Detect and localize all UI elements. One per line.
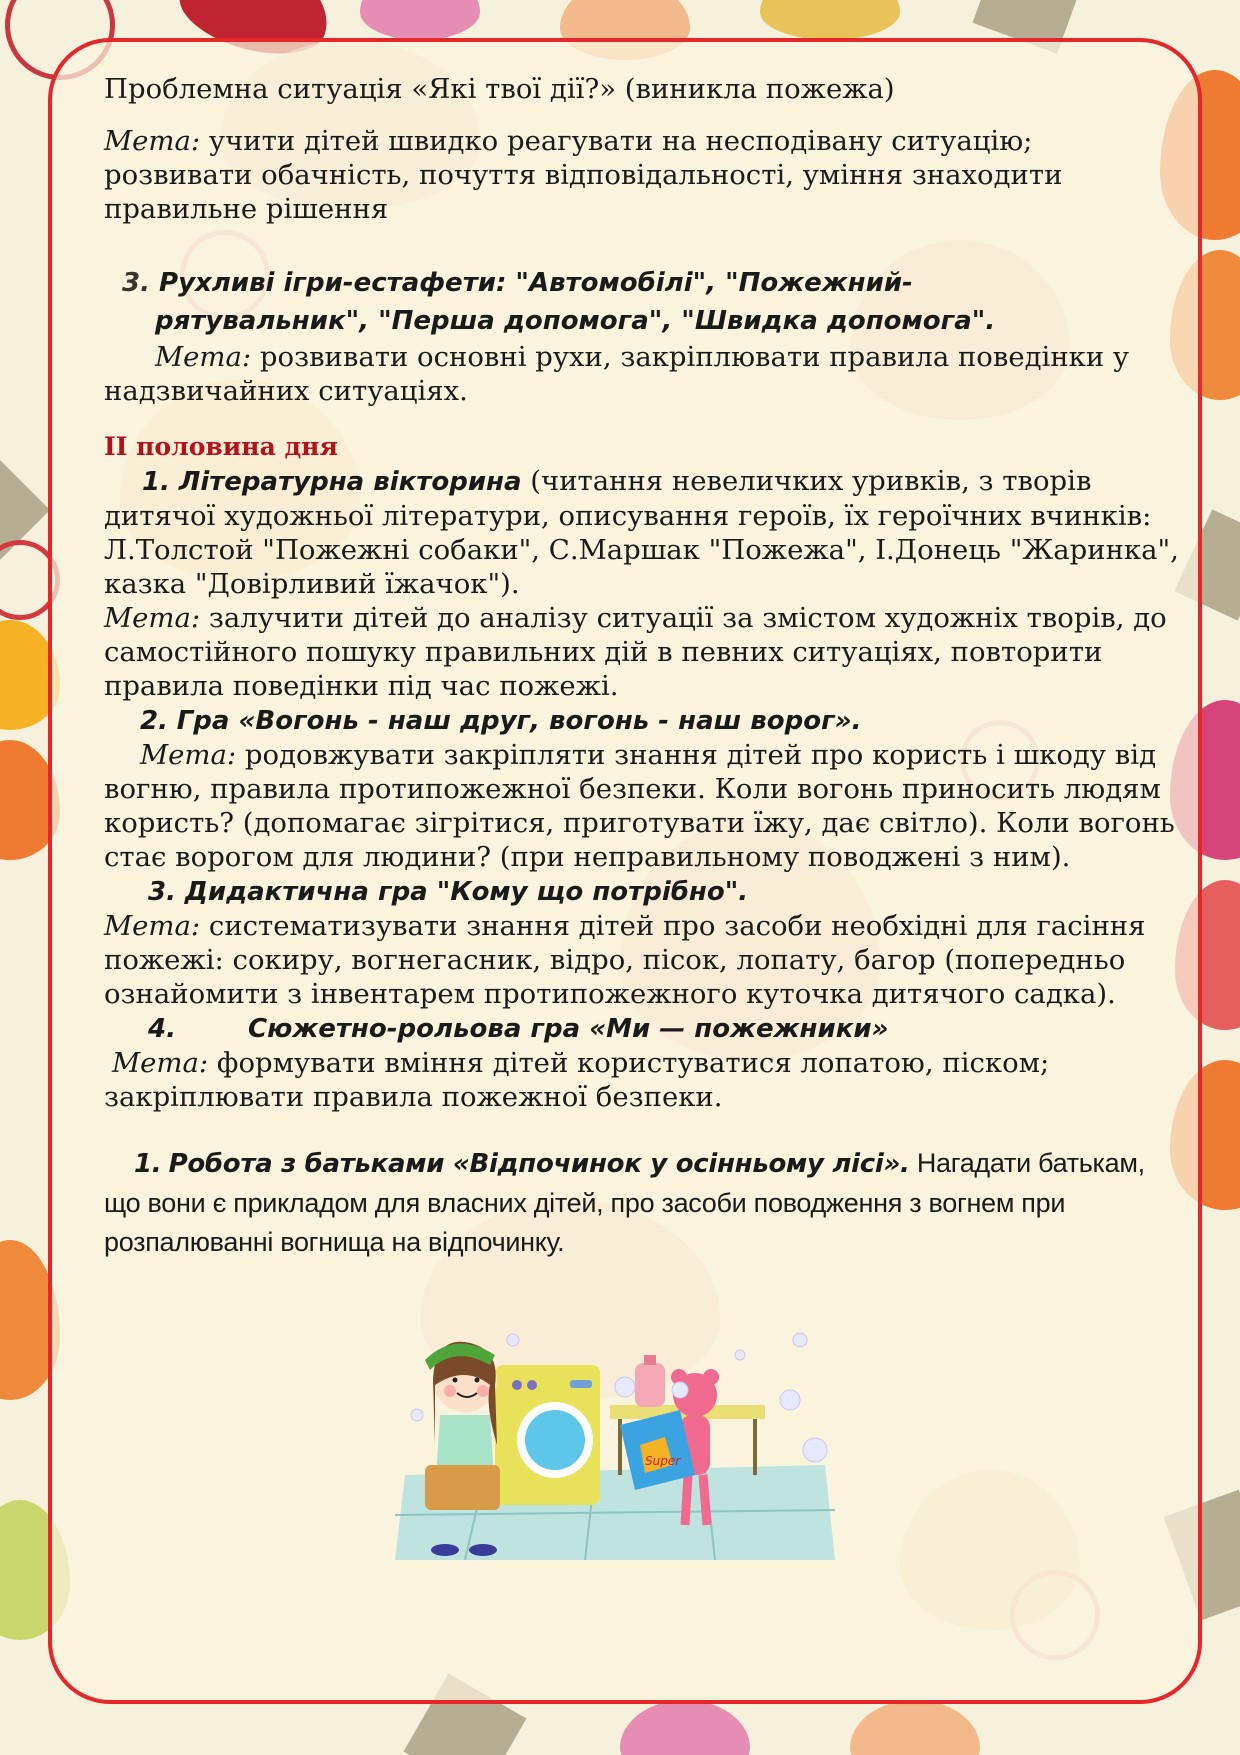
role-play-goal [104,1046,1184,1114]
list-item-didactic-game [104,874,1184,909]
item-number: 2. [140,706,168,736]
relay-games-title-cont: рятувальник", "Перша допомога", "Швидка допомога". [155,306,996,336]
parents-work-paragraph [104,1144,1184,1262]
item-title: Дидактична гра "Кому що потрібно". [184,877,749,907]
item-title: Робота з батьками «Відпочинок у осінньому лісі». [168,1149,910,1179]
goal-label: Мета: [104,910,201,942]
flower-petal-decoration [760,0,900,40]
item-text: (читання невеличких уривків, з творів дитячої художньої літератури, описування героїв, їх героїчних вчинків: Л.Толстой "Пожежні собаки", С.Маршак "Пожежа", І.Донець "Жаринка", казка "Довірливий їжачок"). [104,465,1179,600]
svg-text:Super: Super [645,1454,681,1468]
second-half-heading: ІІ половина дня [104,432,338,461]
goal-text: формувати вміння дітей користуватися лопатою, піском; закріплювати правила пожежної безпеки. [104,1047,1050,1113]
goal-label: Мета: [112,1047,209,1079]
goal-label: Мета: [155,341,252,373]
flower-petal-decoration [360,0,480,40]
relay-games-title-line1: Рухливі ігри-естафети: "Автомобілі", "Пожежний- [159,268,913,298]
goal-text: розвивати основні рухи, закріплювати правила поведінки у надзвичайних ситуаціях. [104,341,1130,407]
goal-text: учити дітей швидко реагувати на несподівану ситуацію; розвивати обачність, почуття відповідальності, уміння знаходити правильне рішення [104,125,1063,225]
goal-label: Мета: [104,602,201,634]
item-number: 3. [122,268,150,298]
item-text: Нагадати батькам, що вони є прикладом для власних дітей, про засоби поводження з вогнем при розпалюванні вогнища на відпочинку. [104,1148,1145,1257]
problem-situation-title: Проблемна ситуація «Які твої дії?» (виникла пожежа) [104,73,895,105]
relay-games-goal [104,340,1184,408]
item-number: 1. [134,1149,162,1179]
item-title: Літературна вікторина [178,467,522,497]
item-number: 1. [142,467,170,497]
list-item-fire-game [104,703,1184,738]
laundry-illustration [395,1325,835,1560]
item-number: 4. [148,1014,176,1044]
list-item-literary-quiz [104,464,1184,601]
didactic-game-goal [104,909,1184,1011]
document-body [104,72,1184,1262]
item-title: Сюжетно-рольова гра «Ми — пожежники» [248,1014,889,1044]
laundry-scene-icon [395,1325,835,1560]
item-number: 3. [148,877,176,907]
flower-petal-decoration [620,1700,750,1755]
goal-text: родовжувати закріпляти знання дітей про користь і шкоду від вогню, правила протипожежної безпеки. Коли вогонь приносить людям користь? (допомагає зігрітися, приготувати їжу, дає світло). Коли вогонь стає ворогом для людини? (при неправильному поводжені з ним). [104,739,1175,873]
goal-label: Мета: [140,739,237,771]
goal-text: систематизувати знання дітей про засоби необхідні для гасіння пожежі: сокиру, вогнегасник, відро, пісок, лопату, багор (попередньо ознайомити з інвентарем протипожежного куточка дитячого садка). [104,910,1146,1010]
goal-label: Мета: [104,125,201,157]
fire-game-goal [104,738,1184,874]
relay-games-title [104,264,1184,302]
list-item-role-play [104,1011,1184,1046]
goal-text: залучити дітей до аналізу ситуації за змістом художніх творів, до самостійного пошуку правильних дій в певних ситуаціях, повторити правила поведінки під час пожежі. [104,602,1167,702]
item-title: Гра «Вогонь - наш друг, вогонь - наш ворог». [176,706,862,736]
literary-quiz-goal [104,601,1184,703]
relay-games-section [104,264,1184,408]
problem-situation-goal [104,124,1184,226]
flower-petal-decoration [850,1700,980,1755]
